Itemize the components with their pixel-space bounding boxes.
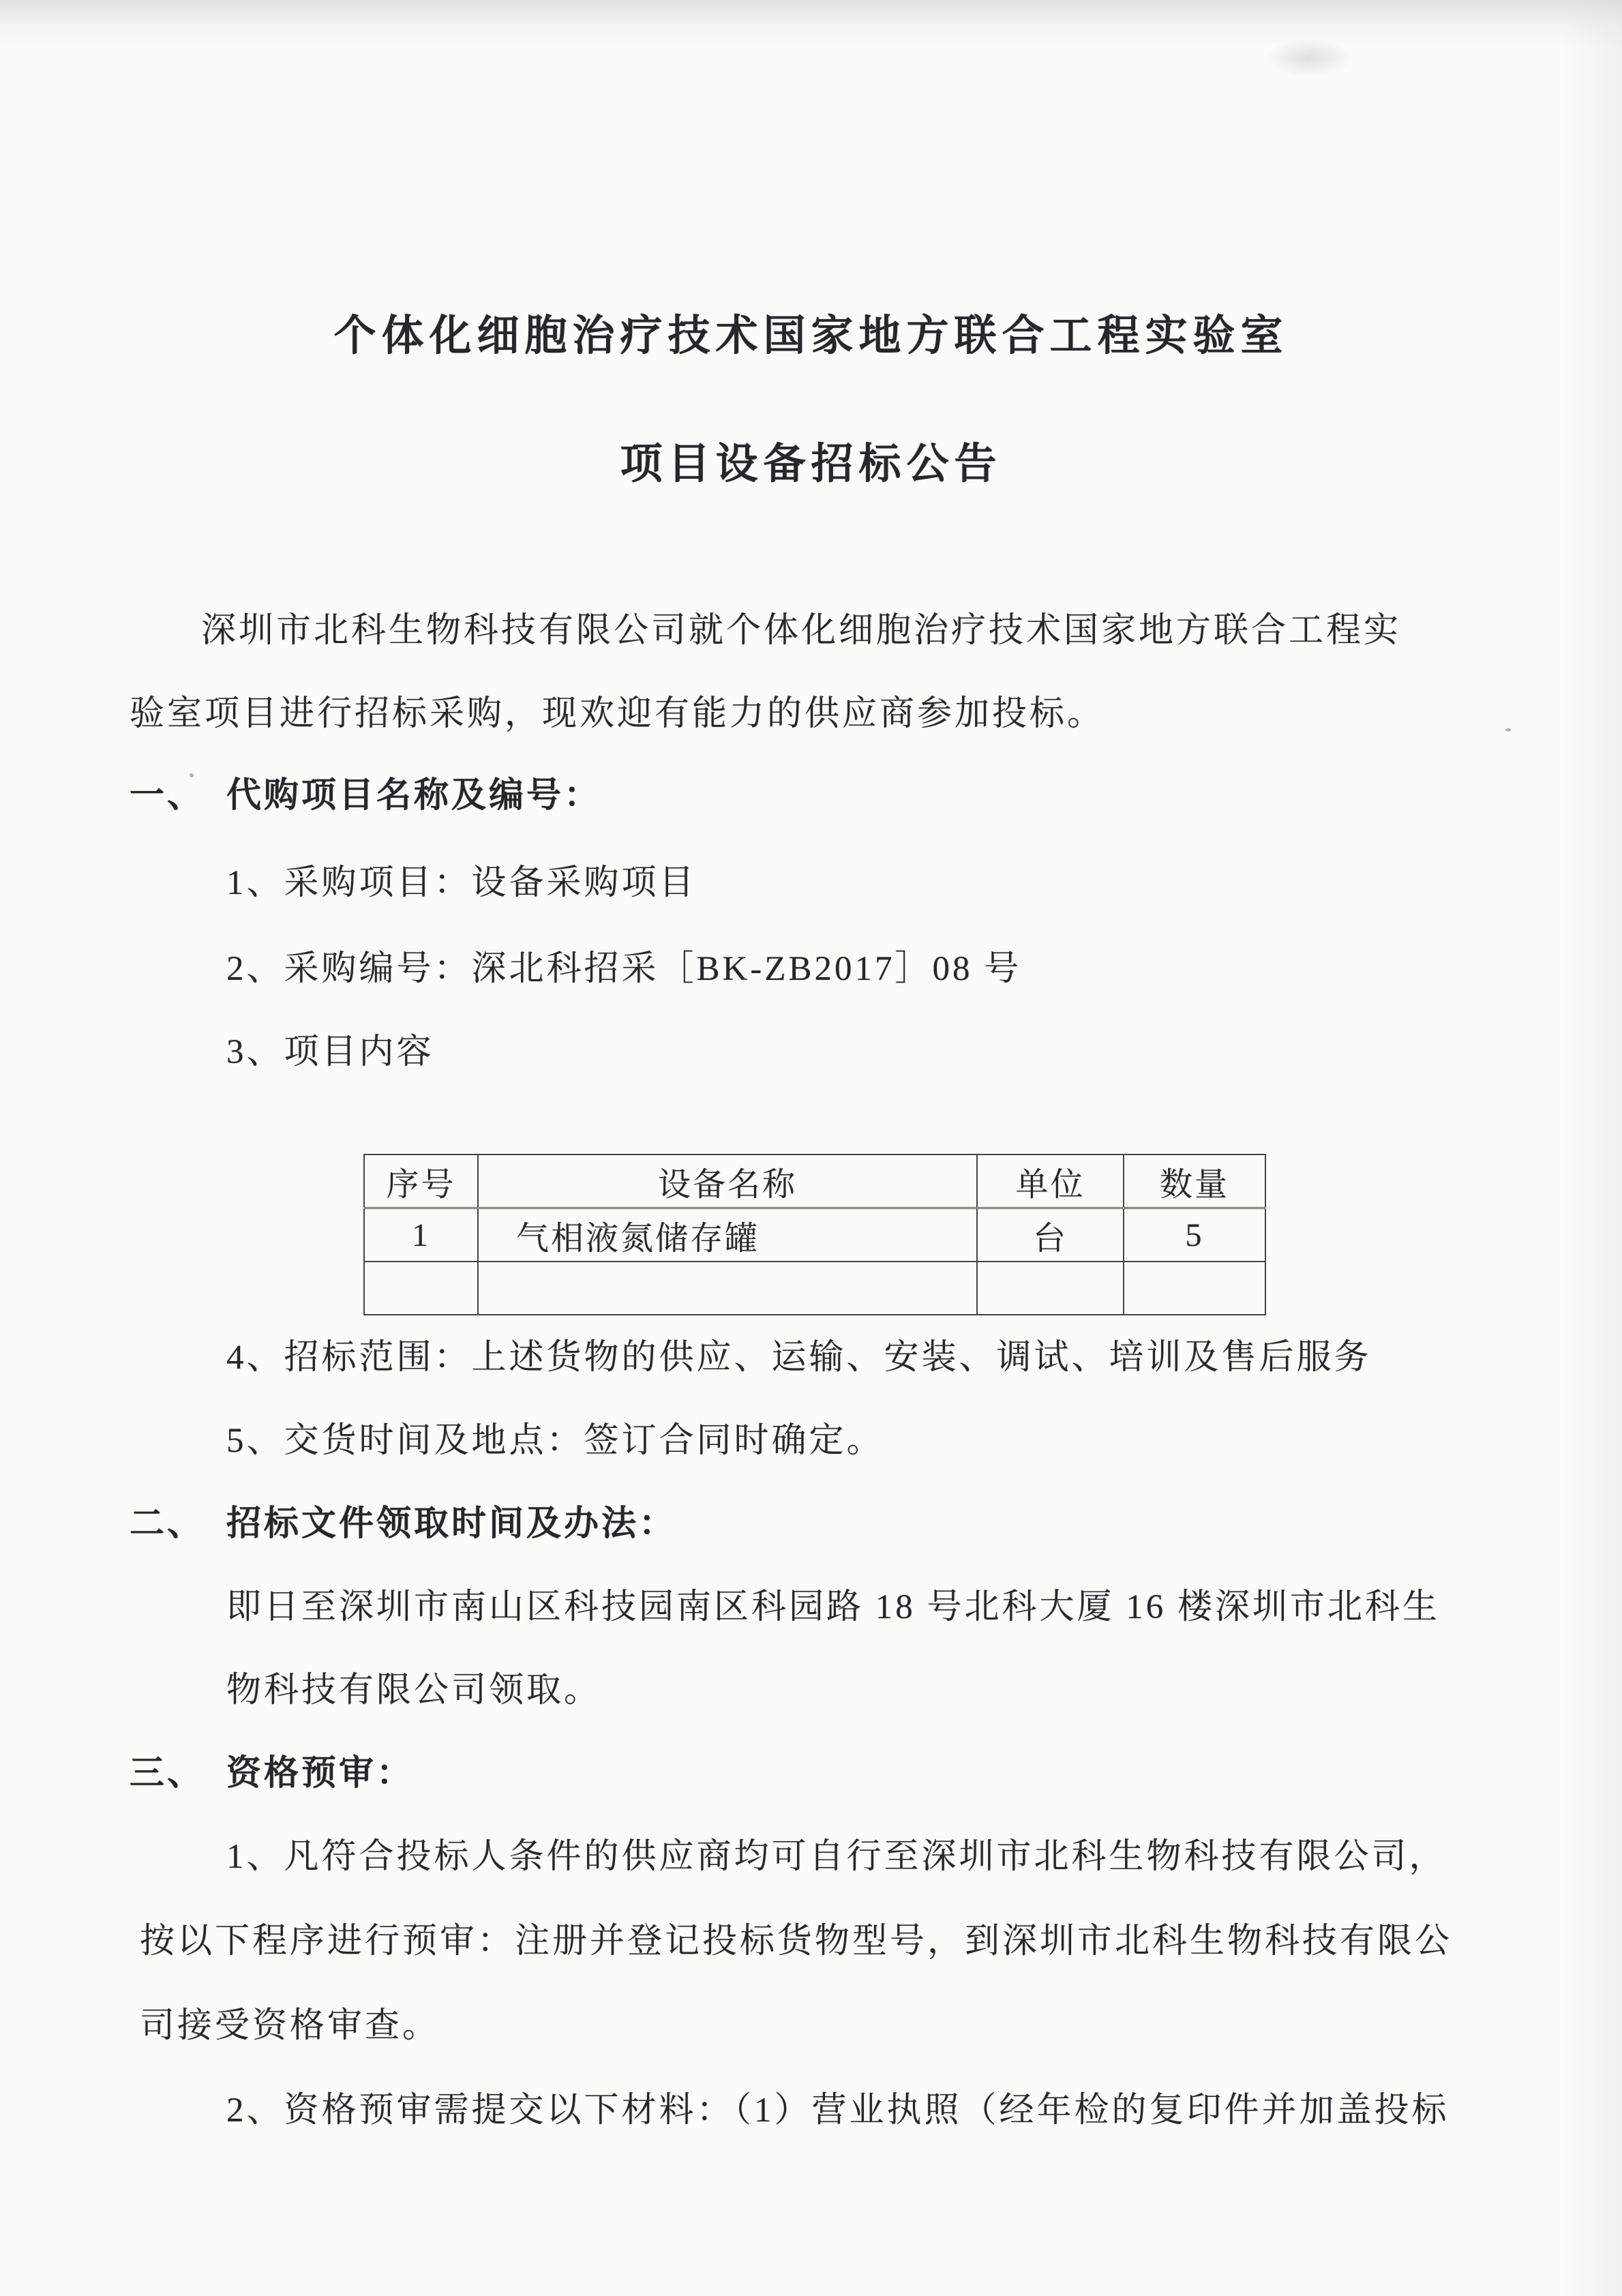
section2-number: 二、: [130, 1505, 205, 1543]
section1-item-5: 5、交货时间及地点：签订合同时确定。: [226, 1422, 884, 1460]
section1-item-2: 2、采购编号：深北科招采［BK-ZB2017］08 号: [226, 950, 1022, 988]
table-cell-quantity: 5: [1124, 1208, 1265, 1262]
table-header-name: 设备名称: [478, 1154, 977, 1208]
table-cell-index: [364, 1262, 478, 1315]
section3-item1-line-1: 1、凡符合投标人条件的供应商均可自行至深圳市北科生物科技有限公司，: [226, 1838, 1447, 1876]
page-title: 个体化细胞治疗技术国家地方联合工程实验室: [333, 313, 1289, 359]
table-header-index: 序号: [364, 1154, 478, 1208]
table-header-quantity: 数量: [1124, 1154, 1265, 1208]
table-cell-index: 1: [364, 1208, 478, 1262]
section2-heading: 招标文件领取时间及办法：: [226, 1505, 677, 1543]
table-cell-quantity: [1124, 1262, 1265, 1315]
table-cell-unit: [977, 1262, 1124, 1315]
section3-number: 三、: [130, 1755, 205, 1793]
page-subtitle: 项目设备招标公告: [620, 441, 1002, 488]
table-row-empty: [364, 1262, 1265, 1315]
scan-artifact: [1505, 728, 1511, 732]
section3-item1-line-2: 按以下程序进行预审：注册并登记投标货物型号，到深圳市北科生物科技有限公: [140, 1922, 1453, 1960]
section3-item1-line-3: 司接受资格审查。: [140, 2007, 440, 2045]
table-cell-unit: 台: [977, 1208, 1124, 1262]
section3-heading: 资格预审：: [226, 1755, 415, 1793]
section1-item-4: 4、招标范围：上述货物的供应、运输、安装、调试、培训及售后服务: [226, 1339, 1372, 1377]
section1-heading: 代购项目名称及编号：: [226, 777, 602, 815]
section1-item-1: 1、采购项目：设备采购项目: [226, 864, 697, 902]
table-cell-name: 气相液氮储存罐: [478, 1208, 977, 1262]
section2-line-2: 物科技有限公司领取。: [226, 1671, 602, 1710]
section1-item-3: 3、项目内容: [226, 1033, 434, 1071]
table-cell-name: [478, 1262, 977, 1315]
section1-number: 一、: [130, 777, 205, 815]
intro-line-1: 深圳市北科生物科技有限公司就个体化细胞治疗技术国家地方联合工程实: [201, 612, 1402, 650]
section3-item2-line-1: 2、资格预审需提交以下材料：（1）营业执照（经年检的复印件并加盖投标: [226, 2091, 1450, 2130]
table-header-unit: 单位: [977, 1154, 1124, 1208]
table-header-row: [364, 1154, 1265, 1208]
intro-line-2: 验室项目进行招标采购，现欢迎有能力的供应商参加投标。: [130, 695, 1105, 733]
section2-line-1: 即日至深圳市南山区科技园南区科园路 18 号北科大厦 16 楼深圳市北科生: [226, 1588, 1441, 1626]
table-row: [364, 1208, 1265, 1262]
equipment-table: [363, 1154, 1266, 1315]
